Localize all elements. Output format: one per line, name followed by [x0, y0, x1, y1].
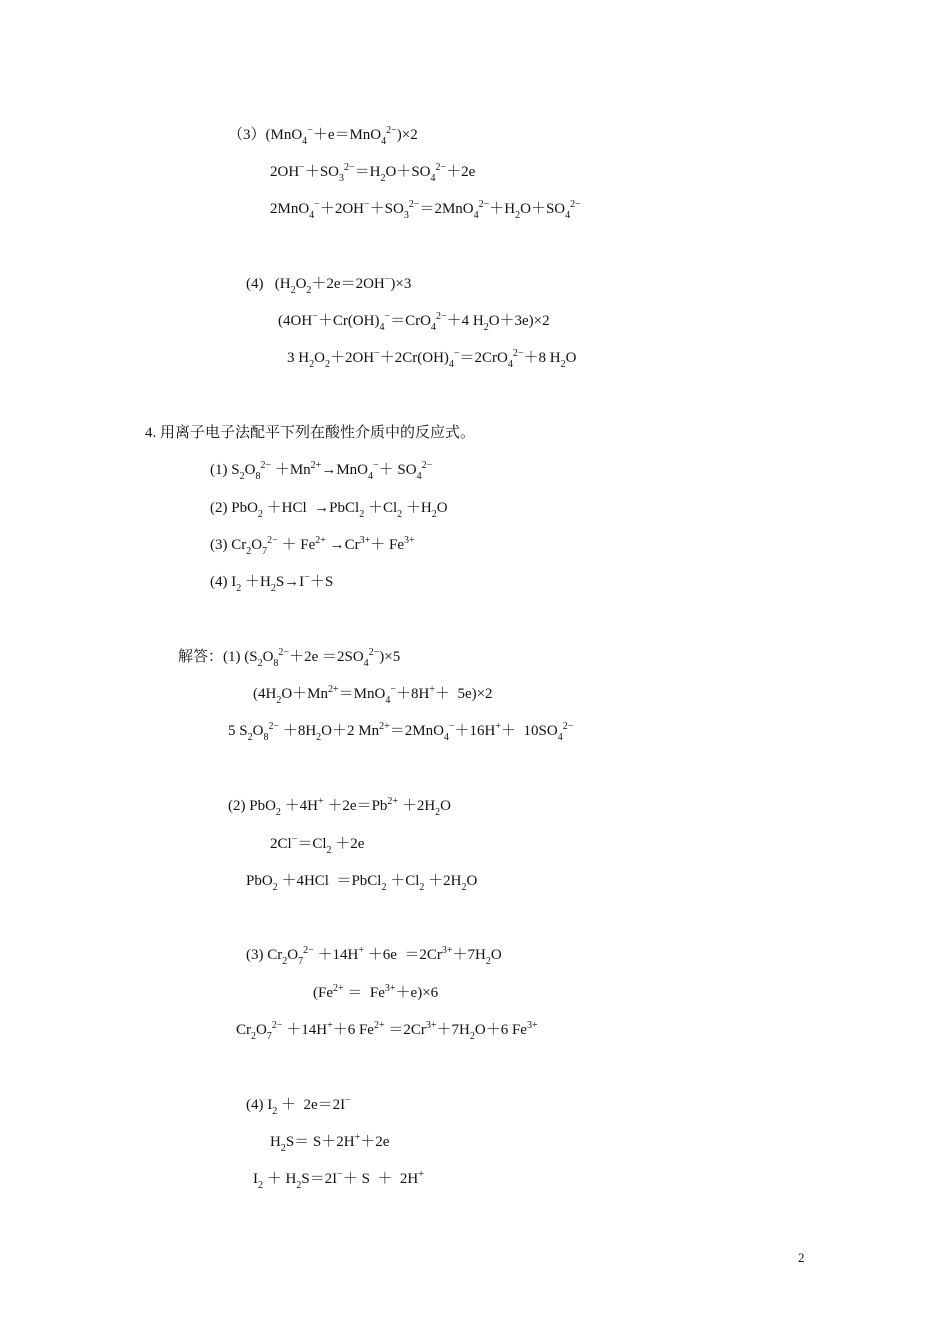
subscript: 2 [236, 583, 242, 594]
formula-text: ＝H [354, 164, 381, 180]
subscript: 2 [326, 845, 332, 856]
formula-text: ＋Cl [364, 500, 398, 516]
formula-text: S＝2I [301, 1171, 338, 1187]
subscript: 2 [515, 210, 521, 221]
formula-text: Cr [236, 1022, 251, 1038]
subscript: 2 [275, 807, 281, 818]
superscript: 2− [303, 945, 314, 956]
subscript: 2 [276, 695, 282, 706]
superscript: + [327, 1020, 333, 1031]
superscript: 2+ [328, 684, 339, 695]
superscript: − [337, 1169, 343, 1180]
subscript: 4 [385, 695, 391, 706]
answer-3-line-3 [270, 199, 581, 219]
superscript: − [314, 199, 320, 210]
superscript: 3+ [526, 1020, 538, 1031]
subscript: 4 [302, 136, 308, 147]
formula-text: 2MnO [270, 201, 310, 217]
formula-text: ＋S [309, 574, 334, 590]
formula-text: O＋Mn [281, 686, 328, 702]
subscript: 4 [448, 359, 454, 370]
superscript: 2− [386, 125, 397, 136]
formula-text: ＋Cl [386, 873, 420, 889]
formula-text: ＋ Fe [370, 537, 405, 553]
superscript: 2− [408, 199, 420, 210]
formula-text: ＋H [489, 201, 516, 217]
superscript: 2− [421, 460, 433, 471]
superscript: 2− [260, 460, 272, 471]
subscript: 3 [403, 210, 409, 221]
subscript: 2 [381, 882, 387, 893]
solution-4-line-2 [270, 1132, 389, 1152]
formula-text: 5 S [228, 723, 248, 739]
superscript: − [453, 348, 460, 359]
formula-text: O [252, 723, 264, 739]
formula-text: O [466, 873, 478, 889]
formula-text: (1) S [210, 462, 240, 478]
subscript: 2 [258, 1180, 263, 1191]
superscript: 2+ [315, 535, 326, 546]
solution-1-line-1 [178, 647, 400, 667]
formula-text: ＋SO [304, 164, 339, 180]
superscript: − [390, 684, 396, 695]
subscript: 2 [431, 509, 437, 520]
subscript: 2 [246, 546, 252, 557]
formula-text: (2) PbO [228, 798, 276, 814]
superscript: − [363, 199, 370, 210]
formula-text: O [436, 500, 448, 516]
formula-text: )×2 [396, 127, 418, 143]
superscript: 2− [562, 721, 574, 732]
formula-text: ＋14H [313, 947, 359, 963]
superscript: − [299, 162, 305, 173]
formula-text: ＋ Fe [277, 537, 316, 553]
subscript: 2 [316, 732, 322, 743]
subscript: 2 [560, 359, 566, 370]
superscript: 2− [570, 199, 581, 210]
subscript: 4 [565, 210, 571, 221]
subscript: 8 [273, 658, 279, 669]
formula-text: ＝2Cr [384, 1022, 426, 1038]
formula-text: ＋6 Fe [332, 1022, 374, 1038]
subscript: 2 [324, 359, 330, 370]
superscript: − [345, 1095, 351, 1106]
subscript: 4 [309, 210, 315, 221]
subscript: 3 [339, 173, 344, 184]
subscript: 8 [263, 732, 269, 743]
superscript: 2− [267, 535, 278, 546]
formula-text: （3）(MnO [228, 127, 303, 143]
formula-text: O [287, 947, 299, 963]
subscript: 2 [251, 1031, 256, 1042]
formula-text: O＋3e)×2 [488, 313, 550, 329]
solution-1-line-2 [253, 684, 493, 704]
formula-text: ＋2e [360, 1134, 390, 1150]
subscript: 2 [257, 658, 263, 669]
formula-text: ＝CrO [390, 313, 431, 329]
formula-text: ＋2e ＝2SO [289, 649, 364, 665]
subscript: 4 [416, 471, 422, 482]
formula-text: ＋e＝MnO [312, 127, 382, 143]
solution-2-line-1 [228, 796, 451, 816]
subscript: 2 [435, 807, 441, 818]
formula-text: PbO [246, 873, 273, 889]
superscript: 2+ [310, 460, 322, 471]
formula-text: ＝ Fe [343, 985, 385, 1001]
superscript: 3+ [404, 535, 415, 546]
superscript: − [307, 125, 313, 136]
answer-4-line-1 [246, 274, 411, 294]
superscript: 2− [268, 721, 280, 732]
subscript: 7 [298, 956, 304, 967]
formula-text: O＋2 Mn [321, 723, 380, 739]
subscript: 2 [359, 509, 365, 520]
answer-4-line-2 [278, 311, 550, 331]
formula-text: O＋SO [520, 201, 566, 217]
formula-text: ＝2MnO [389, 723, 444, 739]
subscript: 4 [379, 322, 385, 333]
formula-text: 3 H [287, 350, 310, 366]
formula-text: ＝MnO [338, 686, 386, 702]
superscript: 2+ [333, 983, 344, 994]
solution-4-line-1 [246, 1095, 351, 1115]
subscript: 2 [247, 732, 253, 743]
formula-text: )×3 [390, 276, 412, 292]
question-4-heading [145, 423, 475, 443]
solution-2-line-3 [246, 871, 477, 891]
subscript: 2 [483, 322, 489, 333]
subscript: 4 [430, 173, 436, 184]
subscript: 4 [430, 322, 436, 333]
superscript: 2− [435, 311, 447, 322]
formula-text: O＋6 Fe [474, 1022, 527, 1038]
formula-text: ＋14H [282, 1022, 328, 1038]
formula-text: (2) PbO [210, 500, 258, 516]
formula-text: ＋2H [424, 873, 462, 889]
subscript: 2 [257, 509, 263, 520]
formula-text: ＋ 5e)×2 [434, 686, 493, 702]
subscript: 2 [239, 471, 245, 482]
superscript: − [304, 572, 310, 583]
subscript: 2 [270, 583, 276, 594]
formula-text: ＋2e [331, 836, 365, 852]
superscript: 2+ [379, 721, 390, 732]
superscript: 2− [271, 1020, 283, 1031]
formula-text: ＋ SO [378, 462, 417, 478]
formula-text: ＋Mn [271, 462, 311, 478]
subscript: 2 [272, 1106, 278, 1117]
subscript: 4 [367, 471, 373, 482]
superscript: 2+ [387, 796, 399, 807]
formula-text: 2OH [270, 164, 300, 180]
formula-text: ＋8 H [523, 350, 561, 366]
formula-text: (4) I [246, 1097, 273, 1113]
subscript: 2 [485, 956, 491, 967]
superscript: − [372, 460, 379, 471]
subscript: 2 [306, 285, 312, 296]
formula-text: ＋ 2e＝2I [277, 1097, 346, 1113]
formula-text: ＋H [241, 574, 271, 590]
formula-text: ＋2OH [329, 350, 375, 366]
subscript: 4 [363, 658, 369, 669]
formula-text: S＝ S＋2H [285, 1134, 355, 1150]
subscript: 4 [557, 732, 563, 743]
formula-text: (4H [253, 686, 277, 702]
superscript: + [358, 945, 364, 956]
subscript: 7 [266, 1031, 272, 1042]
formula-text: ＋e)×6 [395, 985, 439, 1001]
subscript: 2 [380, 173, 386, 184]
formula-text: ＝2MnO [419, 201, 474, 217]
formula-text: ＋4H [280, 798, 319, 814]
formula-text: O [314, 350, 325, 366]
page-number: 2 [798, 1250, 805, 1265]
superscript: + [418, 1169, 424, 1180]
question-4-item-2 [210, 498, 448, 518]
formula-text: ＋8H [395, 686, 430, 702]
formula-text: O＋SO [385, 164, 431, 180]
superscript: 2− [512, 348, 524, 359]
formula-text: H [270, 1134, 281, 1150]
formula-text: 解答：(1) (S [178, 649, 258, 665]
formula-text: O [262, 649, 274, 665]
question-4-item-4 [210, 572, 333, 592]
answer-4-line-3 [287, 348, 576, 368]
formula-text: (3) Cr [210, 537, 247, 553]
subscript: 2 [296, 1180, 302, 1191]
answer-3-line-2 [270, 162, 475, 182]
superscript: − [384, 311, 391, 322]
formula-text: ＝2CrO [459, 350, 508, 366]
superscript: + [354, 1132, 361, 1143]
formula-text: ＋6e ＝2Cr [363, 947, 442, 963]
formula-text: ＋2OH [319, 201, 364, 217]
answer-3-line-1 [228, 125, 418, 145]
formula-text: ＋2e [446, 164, 476, 180]
formula-text: ＋ 10SO [501, 723, 558, 739]
superscript: + [495, 721, 502, 732]
superscript: − [291, 834, 298, 845]
superscript: − [374, 348, 380, 359]
superscript: 2− [478, 199, 490, 210]
formula-text: )×5 [379, 649, 401, 665]
formula-text: ＋Cr(OH) [317, 313, 380, 329]
subscript: 4 [473, 210, 479, 221]
formula-text: ＋4 H [446, 313, 484, 329]
formula-text: O [251, 537, 263, 553]
formula-text: ＋ S ＋ 2H [342, 1171, 419, 1187]
superscript: 2− [435, 162, 447, 173]
superscript: 3+ [425, 1020, 437, 1031]
formula-text: O [256, 1022, 267, 1038]
superscript: 3+ [441, 945, 453, 956]
subscript: 4 [443, 732, 449, 743]
superscript: 2− [368, 647, 380, 658]
subscript: 2 [469, 1031, 475, 1042]
subscript: 2 [419, 882, 425, 893]
formula-text: ＋H [402, 500, 432, 516]
formula-text: ＋SO [369, 201, 404, 217]
formula-text: O [295, 276, 307, 292]
subscript: 2 [282, 956, 288, 967]
formula-text: ＋16H [454, 723, 496, 739]
formula-text: (Fe [313, 985, 333, 1001]
solution-2-line-2 [270, 834, 364, 854]
formula-text: (4OH [278, 313, 313, 329]
subscript: 8 [255, 471, 261, 482]
subscript: 4 [381, 136, 387, 147]
formula-text: ＋ H [263, 1171, 297, 1187]
formula-text: O [565, 350, 577, 366]
formula-text: →MnO [321, 462, 368, 478]
superscript: − [448, 721, 455, 732]
formula-text: O [440, 798, 451, 814]
formula-text: ＋4HCl ＝PbCl [277, 873, 382, 889]
solution-3-line-2 [313, 983, 438, 1003]
formula-text: ＋2H [398, 798, 436, 814]
superscript: + [429, 684, 435, 695]
superscript: 3+ [359, 535, 371, 546]
superscript: 2− [344, 162, 355, 173]
formula-text: ＋8H [279, 723, 317, 739]
formula-text: (4) (H [246, 276, 291, 292]
formula-text: ＋7H [452, 947, 486, 963]
subscript: 4 [507, 359, 513, 370]
subscript: 2 [280, 1143, 286, 1154]
formula-text: O [244, 462, 256, 478]
subscript: 2 [290, 285, 296, 296]
subscript: 2 [309, 359, 315, 370]
subscript: 7 [262, 546, 268, 557]
formula-text: ＋7H [436, 1022, 470, 1038]
formula-text: 4. 用离子电子法配平下列在酸性介质中的反应式。 [145, 425, 476, 441]
superscript: − [312, 311, 318, 322]
formula-text: ＋HCl →PbCl [262, 500, 360, 516]
formula-text: →Cr [325, 537, 360, 553]
formula-text: ＝Cl [297, 836, 327, 852]
formula-text: S→I [275, 574, 305, 590]
formula-text: (4) I [210, 574, 237, 590]
formula-text: ＋2Cr(OH) [379, 350, 449, 366]
subscript: 2 [272, 882, 278, 893]
solution-1-line-3 [228, 721, 573, 741]
superscript: − [384, 274, 391, 285]
formula-text: I [253, 1171, 258, 1187]
subscript: 2 [461, 882, 467, 893]
superscript: 2− [278, 647, 290, 658]
question-4-item-3 [210, 535, 415, 555]
solution-3-line-1 [246, 945, 502, 965]
subscript: 2 [397, 509, 403, 520]
formula-text: ＋2e＝Pb [323, 798, 388, 814]
question-4-item-1 [210, 460, 432, 480]
superscript: 2+ [373, 1020, 385, 1031]
formula-text: 2Cl [270, 836, 292, 852]
formula-text: ＋2e＝2OH [311, 276, 385, 292]
solution-4-line-3 [253, 1169, 424, 1189]
superscript: 3+ [384, 983, 396, 994]
superscript: + [318, 796, 324, 807]
formula-text: (3) Cr [246, 947, 283, 963]
solution-3-line-3 [236, 1020, 538, 1040]
formula-text: O [490, 947, 502, 963]
